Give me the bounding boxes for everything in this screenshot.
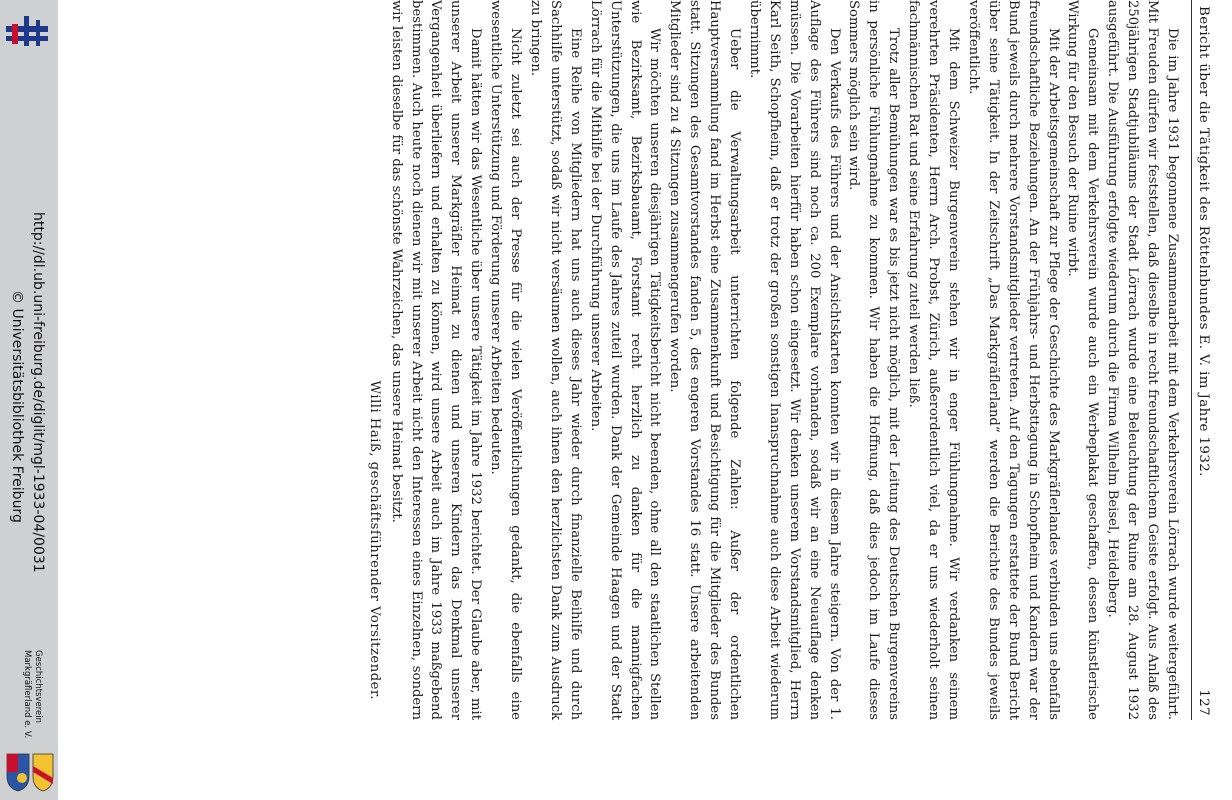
paragraph: Trotz aller Bemühungen war es bis jetzt nicht möglich, mit der Leitung des Deutschen Burgenvereins in persönliche Fühlungnahme zu kommen. Wir haben die Hoffnung, daß dies jedoch im Laufe dieses Sommers möglich sein wird.	[846, 0, 902, 720]
paragraph: Eine Reihe von Mitgliedern hat uns auch dieses Jahr wieder durch finanzielle Beihilfe und durch Sachhilfe unterstützt, sodaß wir nicht versäumen wollen, auch ihnen den herzlichsten Dank zum Ausdruck zu bringen.	[528, 0, 583, 720]
paragraph: Die im Jahre 1931 begonnene Zusammenarbeit mit dem Verkehrsverein Lörrach wurde weitergeführt. Mit Freuden dürfen wir feststellen, daß dieselbe in recht freundschaftlichem Geiste erfolgt. Aus Anlaß des 250jährigen Stadtjubiläums der Stadt Lörrach wurde eine Beleuchtung der Ruine am 28. August 1932 ausgeführt. Die Ausführung erfolgte wiederum durch die Firma Wilhelm Beisel, Heidelberg.	[1105, 0, 1180, 720]
paragraph: Damit hätten wir das Wesentliche über unsere Tätigkeit im Jahre 1932 berichtet. Der Glaube aber, mit unserer Arbeit unserer Markgräfler Heimat zu dienen und unseren Kindern das Denkmal unserer Vergangenheit überliefern und erhalten zu können, wird unsere Arbeit auch im Jahre 1933 maßgebend bestimmen. Auch heute noch dienen wir mit unserer Arbeit nicht den Interessen eines Einzelnen, sondern wir leisten dieselbe für das schönste Wahrzeichen, das unsere Heimat besitzt.	[388, 0, 484, 720]
paragraph: Mit der Arbeitsgemeinschaft zur Pflege der Geschichte des Markgräflerlandes verbinden uns ebenfalls freundschaftliche Beziehungen. An der Frühjahrs- und Herbsttagung in Schopfheim und Kandern war der Bund jeweils durch mehrere Vorstandsmitglieder vertreten. Auf den Tagungen erstattete der Bund Bericht über seine Tätigkeit. In der Zeitschrift „Das Markgräflerland“ werden die Berichte des Bundes jeweils veröffentlicht.	[965, 0, 1061, 720]
sidebar	[0, 0, 58, 800]
header-title: Bericht über die Tätigkeit des Röttelnbundes E. V. im Jahre 1932.	[1196, 6, 1211, 477]
page-content	[216, 0, 1216, 720]
coat-of-arms-icon	[6, 752, 30, 792]
signature: Willi Haiß, geschäftsführender Vorsitzender.	[366, 380, 382, 700]
org-name-line2: Markgräflerland e. V.	[22, 650, 32, 739]
paragraph: Mit dem Schweizer Burgenverein stehen wir in enger Fühlungnahme. Wir verdanken seinem verehrten Präsidenten, Herrn Arch. Probst, Zürich, außerordentlich viel, da er uns wiederholt seinen fachmännischen Rat und seine Erfahrung zuteil werden ließ.	[906, 0, 962, 720]
coat-of-arms-icon	[32, 752, 54, 792]
paragraph: Nicht zuletzt sei auch der Presse für die vielen Veröffentlichungen gedankt, die ebenfalls eine wesentliche Unterstützung und Förderung unserer Arbeiten bedeuten.	[488, 0, 524, 720]
source-url[interactable]: http://dl.ub.uni-freiburg.de/diglit/mgl-1933-04/0031	[30, 212, 46, 573]
paragraph: Ueber die Verwaltungsarbeit unterrichten folgende Zahlen: Außer der ordentlichen Hauptversammlung fand im Herbst eine Zusammenkunft und Besichtigung für die Mitglieder des Bundes statt. Sitzungen des Gesamtvorstandes fanden 5, des engeren Vorstandes 16 statt. Unsere arbeitenden Mitglieder sind zu 4 Sitzungen zusammengerufen worden.	[667, 0, 743, 720]
copyright-notice: © Universitätsbibliothek Freiburg	[9, 290, 25, 523]
article-body	[364, 0, 1182, 720]
page-number: 127	[1196, 689, 1211, 716]
paragraph: Den Verkaufs des Führers und der Ansichtskarten konnten wir in diesem Jahre steigern. Von der 1. Auflage des Führers sind noch ca. 200 Exemplare vorhanden, sodaß wir an eine Neuauflage denken müssen. Die Vorarbeiten hierfür haben schon eingesetzt. Wir denken unserem Vorstandsmitglied, Herrn Karl Seith, Schopfheim, daß er trotz der großen sonstigen Inanspruchnahme auch diese Arbeit wiederum übernimmt.	[746, 0, 842, 720]
paragraph: Gemeinsam mit dem Verkehrsverein wurde auch ein Werbeplakat geschaffen, dessen künstlerische Wirkung für den Besuch der Ruine wirbt.	[1065, 0, 1101, 720]
paragraph: Wir möchten unseren diesjährigen Tätigkeitsbericht nicht beenden, ohne all den staatlichen Stellen wie Bezirksamt, Bezirksbauamt, Forstamt recht herzlich zu danken für die mannigfachen Unterstützungen, die uns im Laufe des Jahres zuteil wurden. Dank der Gemeinde Haagen und der Stadt Lörrach für die Mithilfe bei der Durchführung unserer Arbeiten.	[587, 0, 663, 720]
running-header	[1191, 0, 1216, 720]
university-logo-icon	[6, 10, 48, 54]
org-name-line1: Geschichtsverein	[33, 650, 43, 724]
scanned-page	[216, 0, 1216, 800]
